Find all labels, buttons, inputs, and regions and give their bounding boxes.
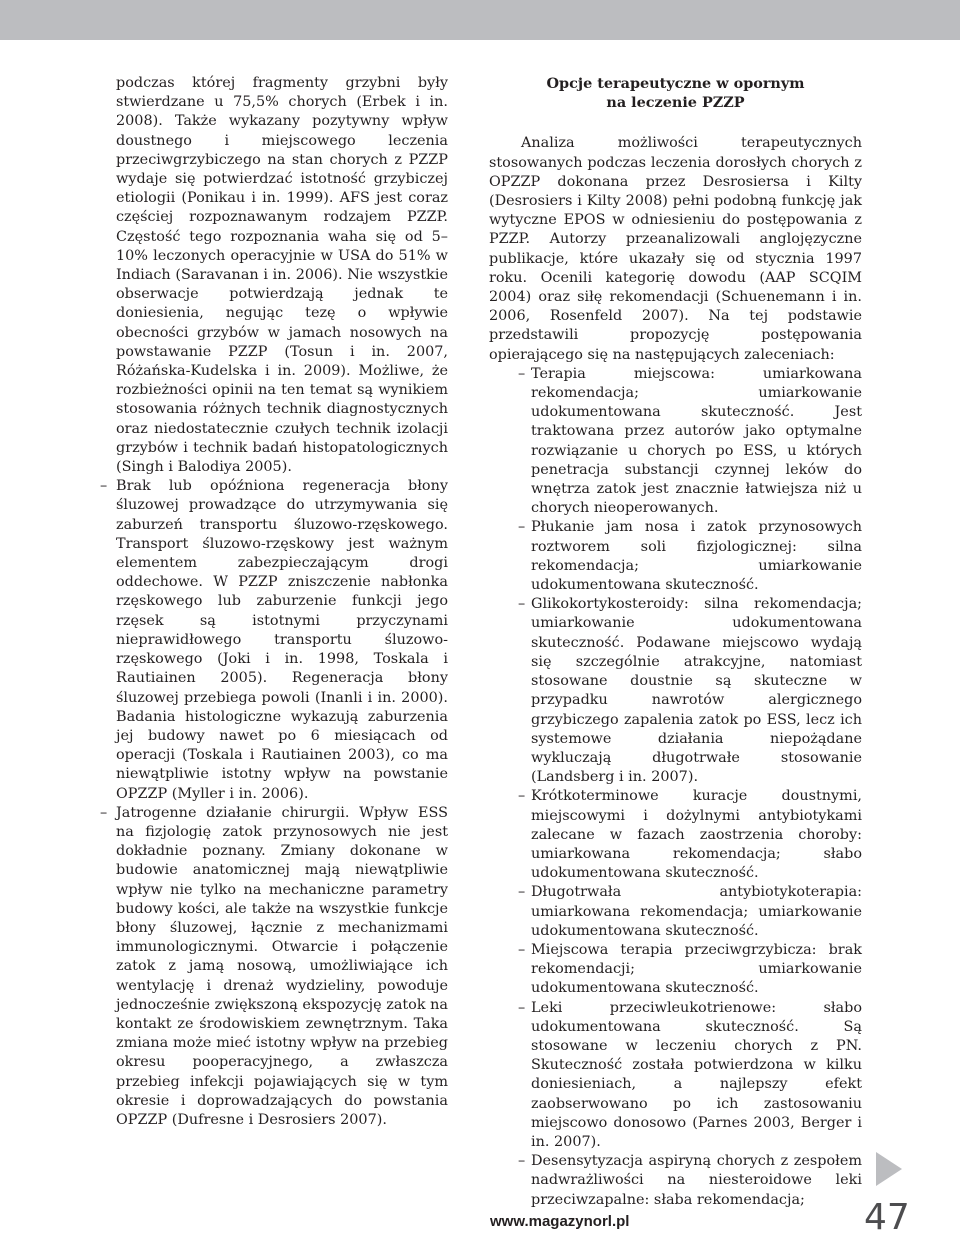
list-item-text: Jatrogenne działanie chirurgii. Wpływ ESS na fizjologię zatok przynosowych nie jest dokładnie poznany. Zmiany dokonane w budowie anatomicznej mają niewątpliwie wpływ nie tylko na mechaniczne parametry budowy kości, ale także na wszystkie funkcje błony śluzowej, łącznie z mechanizmami immunologicznymi. Otwarcie i połączenie zatok z jamą nosową, umożliwiające ich wentylację i drenaż wydzieliny, powoduje jednocześnie zwiększoną ekspozycję zatok na kontakt ze środowiskiem zewnętrznym. Taka zmiana może mieć istotny wpływ na przebieg okresu pooperacyjnego, a zwłaszcza przebieg infekcji pojawiających się w tym okresie i doprowadzających do powstania OPZZP (Dufresne i Desrosiers 2007).: [116, 804, 448, 1128]
right-column: [489, 74, 862, 1210]
list-dash: –: [518, 884, 526, 901]
recommendation-item: [489, 595, 862, 787]
recommendation-text: Desensytyzacja aspiryną chorych z zespołem nadwrażliwości na niesteroidowe leki przeciwzapalne: słaba rekomendacja;: [531, 1153, 862, 1208]
left-list-item: [100, 804, 448, 1130]
left-list-item: [100, 477, 448, 803]
list-dash: –: [100, 804, 108, 821]
recommendation-text: Płukanie jam nosa i zatok przynosowych roztworem soli fizjologicznej: silna rekomendacja; umiarkowanie udokumentowana skuteczność.: [531, 519, 862, 594]
recommendation-item: [489, 365, 862, 519]
recommendation-item: [489, 518, 862, 595]
recommendation-item: [489, 941, 862, 999]
list-item-text: Brak lub opóźniona regeneracja błony śluzowej prowadzące do utrzymywania się zaburzeń transportu śluzowo-rzęskowego. Transport śluzowo-rzęskowy jest ważnym elementem zabezpieczającym drogi oddechowe. W PZZP zniszczenie nabłonka rzęskowego lub zaburzenie funkcji jego rzęsek są istotnymi przyczynami nieprawidłowego transportu śluzowo-rzęskowego (Joki i in. 1998, Toskala i Rautiainen 2005). Regeneracja błony śluzowej przebiega powoli (Inanli i in. 2000). Badania histologiczne wykazują zaburzenia jej budowy nawet po 6 miesiącach od operacji (Toskala i Rautiainen 2003), co ma niewątpliwie istotny wpływ na powstanie OPZZP (Myller i in. 2006).: [116, 478, 448, 802]
list-dash: –: [518, 596, 526, 613]
list-dash: –: [518, 788, 526, 805]
section-heading-line2: na leczenie PZZP: [606, 94, 745, 112]
page-number: 47: [864, 1197, 910, 1238]
list-dash: –: [518, 519, 526, 536]
recommendation-text: Krótkoterminowe kuracje doustnymi, miejscowymi i dożylnymi antybiotykami zalecane w fazach zaostrzenia choroby: umiarkowana rekomendacja; słabo udokumentowana skuteczność.: [531, 788, 862, 882]
intro-paragraph: Analiza możliwości terapeutycznych stosowanych podczas leczenia dorosłych chorych z OPZZP dokonana przez Desrosiersa i Kilty (Desrosiers i Kilty 2008) pełni podobną funkcję jak wytyczne EPOS w odniesieniu do postępowania z PZZP. Autorzy przeanalizowali anglojęzyczne publikacje, które ukazały się od stycznia 1997 roku. Ocenili kategorię dowodu (AAP SCQIM 2004) oraz siłę rekomendacji (Schuenemann i in. 2006, Rosenfeld 2007). Na tej podstawie przedstawili propozycję postępowania opierającego się na następujących zaleceniach:: [489, 135, 862, 363]
list-dash: –: [518, 999, 526, 1016]
recommendation-text: Leki przeciwleukotrienowe: słabo udokumentowana skuteczność. Są stosowane w leczeniu chorych z PN. Skuteczność została potwierdzona w kilku doniesieniach, a najlepszy efekt zaobserwowano po ich zastosowaniu miejscowo donosowo (Parnes 2003, Berger i in. 2007).: [531, 999, 862, 1150]
recommendation-text: Glikokortykosteroidy: silna rekomendacja; umiarkowanie udokumentowana skuteczność. Podawane miejscowo wydają się szczególnie atrakcyjne, natomiast stosowane doustnie są skuteczne w przypadku nawrotów alergicznego grzybiczego zapalenia zatok po ESS, lecz ich systemowe działania niepożądane wykluczają długotrwałe stosowanie (Landsberg i in. 2007).: [531, 596, 862, 786]
triangle-right-icon[interactable]: [876, 1152, 902, 1186]
top-bar: [0, 0, 960, 40]
list-dash: –: [518, 1153, 526, 1170]
section-heading-line1: Opcje terapeutyczne w opornym: [546, 75, 805, 92]
list-dash: –: [100, 478, 108, 495]
left-column: [100, 74, 448, 1130]
recommendation-text: Miejscowa terapia przeciwgrzybicza: brak rekomendacji; umiarkowanie udokumentowana skuteczność.: [531, 941, 862, 997]
recommendation-item: [489, 787, 862, 883]
section-heading: [489, 74, 862, 112]
left-list: [100, 477, 448, 1130]
left-paragraph-continuation: podczas której fragmenty grzybni były stwierdzane u 75,5% chorych (Erbek i in. 2008). Także wykazany pozytywny wpływ doustnego i miejscowego leczenia przeciwgrzybiczego na stan chorych z PZZP wydaje się potwierdzać istotność grzybiczej etiologii (Ponikau i in. 1999). AFS jest coraz częściej rozpoznawanym rodzajem PZZP. Częstość tego rozpoznania waha się od 5–10% leczonych operacyjnie w USA do 51% w Indiach (Saravanan i in. 2006). Nie wszystkie obserwacje potwierdzają jednak te doniesienia, negując tezę o wpływie obecności grzybów w jamach nosowych na powstawanie PZZP (Tosun i in. 2007, Różańska-Kudelska i in. 2009). Możliwe, że rozbieżności opinii na ten temat są wynikiem stosowania różnych technik diagnostycznych oraz niedostatecznie czułych technik izolacji grzybów i technik badań histopatologicznych (Singh i Balodiya 2005).: [116, 75, 448, 476]
recommendation-item: [489, 883, 862, 941]
list-dash: –: [518, 365, 526, 382]
magazine-url[interactable]: www.magazynorl.pl: [490, 1213, 630, 1230]
list-dash: –: [518, 941, 526, 958]
recommendations-list: [489, 365, 862, 1210]
recommendation-item: [489, 1152, 862, 1210]
recommendation-text: Długotrwała antybiotykoterapia: umiarkowana rekomendacja; umiarkowanie udokumentowana skuteczność.: [531, 884, 862, 939]
recommendation-item: [489, 999, 862, 1153]
recommendation-text: Terapia miejscowa: umiarkowana rekomendacja; umiarkowanie udokumentowana skuteczność. Jest traktowana przez autorów jako optymalne rozwiązanie u chorych po ESS, u których penetracja substancji czynnej leków do wnętrza zatok jest znacznie łatwiejsza niż u chorych nieoperowanych.: [531, 365, 862, 517]
